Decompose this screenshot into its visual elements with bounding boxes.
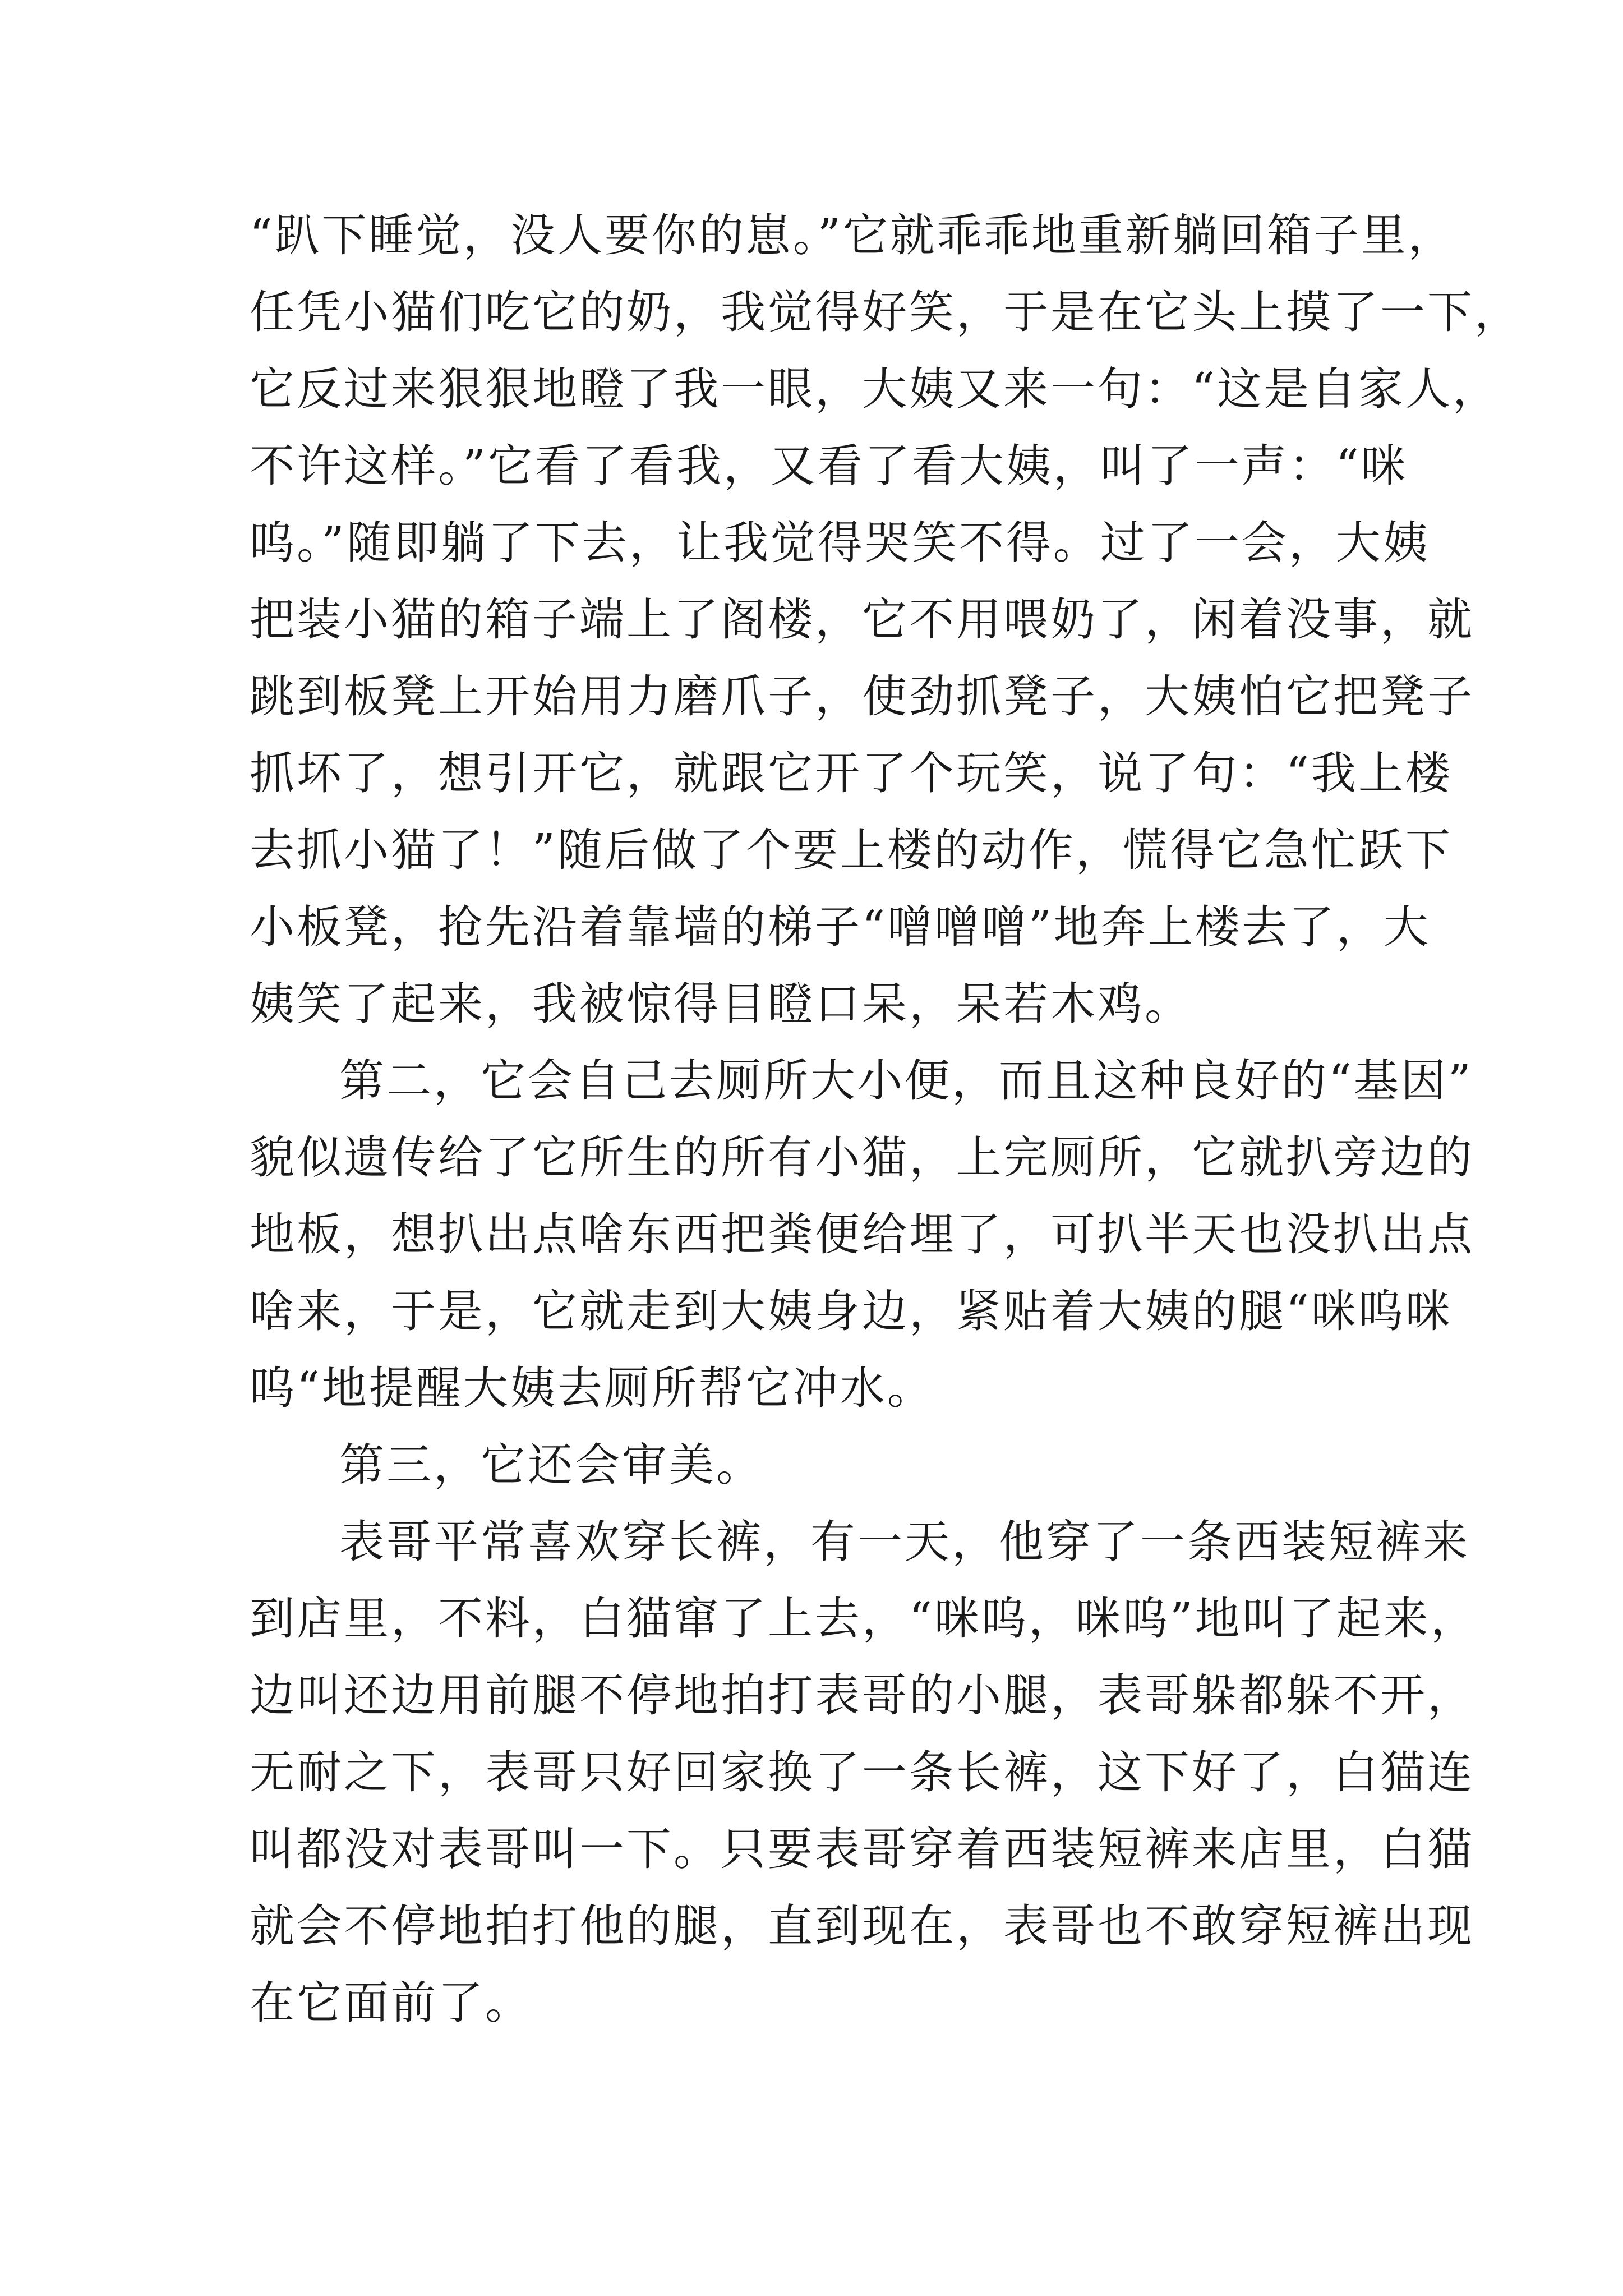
paragraph-start-line: 表哥平常喜欢穿长裤，有一天，他穿了一条西装短裤来 <box>339 1516 1470 1568</box>
text-line: 抓坏了，想引开它，就跟它开了个玩笑，说了句：“我上楼 <box>250 747 1453 799</box>
text-line: 在它面前了。 <box>250 1977 532 2029</box>
text-line: 到店里，不料，白猫窜了上去，“咪呜，咪呜”地叫了起来， <box>250 1593 1478 1645</box>
text-line: 就会不停地拍打他的腿，直到现在，表哥也不敢穿短裤出现 <box>250 1900 1474 1952</box>
text-line: 姨笑了起来，我被惊得目瞪口呆，呆若木鸡。 <box>250 978 1192 1030</box>
text-line: 地板，想扒出点啥东西把粪便给埋了，可扒半天也没扒出点 <box>250 1208 1474 1260</box>
text-line: 小板凳，抢先沿着靠墙的梯子“噌噌噌”地奔上楼去了，大 <box>250 901 1431 953</box>
text-line: 貌似遗传给了它所生的所有小猫，上完厕所，它就扒旁边的 <box>250 1131 1474 1184</box>
paragraph-start-line: 第二，它会自己去厕所大小便，而且这种良好的“基因” <box>339 1055 1473 1107</box>
text-line: 任凭小猫们吃它的奶，我觉得好笑，于是在它头上摸了一下， <box>250 286 1521 338</box>
text-line: 它反过来狠狠地瞪了我一眼，大姨又来一句：“这是自家人， <box>250 363 1500 415</box>
text-line: 去抓小猫了！”随后做了个要上楼的动作，慌得它急忙跃下 <box>250 824 1453 876</box>
text-line: 啥来，于是，它就走到大姨身边，紧贴着大姨的腿“咪呜咪 <box>250 1285 1453 1337</box>
text-line: 呜。”随即躺了下去，让我觉得哭笑不得。过了一会，大姨 <box>250 517 1430 569</box>
text-line: 跳到板凳上开始用力磨爪子，使劲抓凳子，大姨怕它把凳子 <box>250 670 1474 723</box>
text-line: 边叫还边用前腿不停地拍打表哥的小腿，表哥躲都躲不开， <box>250 1669 1474 1722</box>
text-line: “趴下睡觉，没人要你的崽。”它就乖乖地重新躺回箱子里， <box>250 209 1455 261</box>
paragraph-start-line: 第三，它还会审美。 <box>339 1439 763 1491</box>
text-line: 把装小猫的箱子端上了阁楼，它不用喂奶了，闲着没事，就 <box>250 593 1474 646</box>
text-line: 叫都没对表哥叫一下。只要表哥穿着西装短裤来店里，白猫 <box>250 1823 1474 1875</box>
text-line: 无耐之下，表哥只好回家换了一条长裤，这下好了，白猫连 <box>250 1746 1474 1798</box>
text-line: 不许这样。”它看了看我，又看了看大姨，叫了一声：“咪 <box>250 440 1408 492</box>
text-line: 呜“地提醒大姨去厕所帮它冲水。 <box>250 1362 934 1414</box>
